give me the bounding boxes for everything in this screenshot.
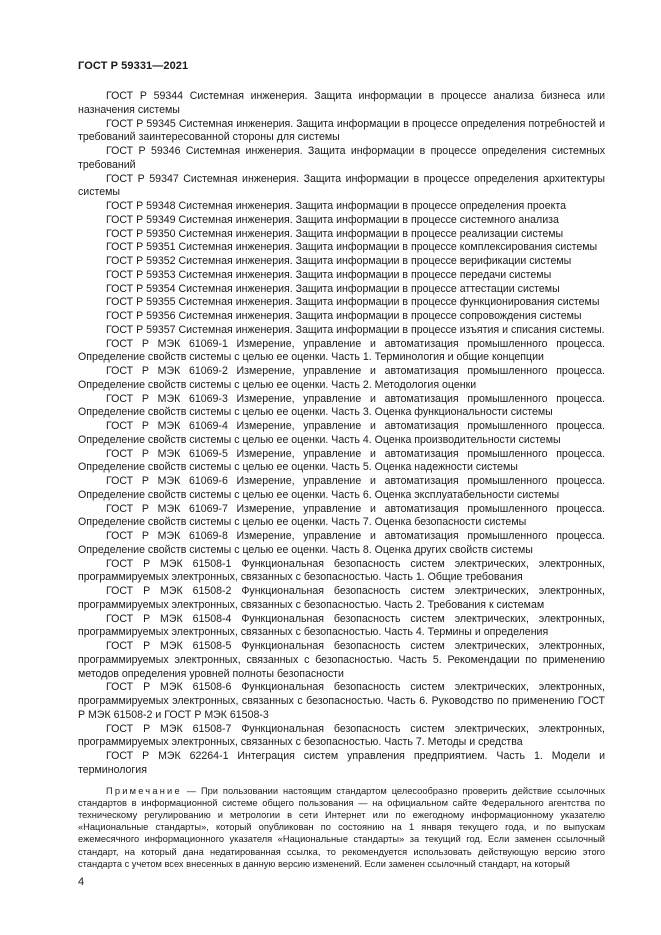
reference-item: ГОСТ Р 59353 Системная инженерия. Защита информации в процессе передачи системы <box>106 268 552 281</box>
note-text: — При пользовании настоящим стандартом целесообразно проверить действие ссылочных стандартов в информационной системе общего пользования — на официальном сайте Федерального агентства по техническому регулированию и метрологии в сети Интернет или по ежегодному информационному указателю «Национальные стандарты», который опубликован по состоянию на 1 января текущего года, и по выпускам ежемесячного информационного указателя «Национальные стандарты» за текущий год. Если заменен ссылочный стандарт, на который дана недатированная ссылка, то рекомендуется использовать действующую версию этого стандарта с учетом всех внесенных в данную версию изменений. Если заменен ссылочный стандарт, на который <box>78 785 605 869</box>
reference-item: ГОСТ Р 59354 Системная инженерия. Защита информации в процессе аттестации системы <box>106 282 560 295</box>
reference-item: ГОСТ Р МЭК 61069-6 Измерение, управление и автоматизация промышленного процесса. Определение свойств системы с целью ее оценки. Часть 6. Оценка эксплуатабельности системы <box>78 475 605 501</box>
reference-item: ГОСТ Р 59351 Системная инженерия. Защита информации в процессе комплексирования системы <box>106 241 598 254</box>
reference-item: ГОСТ Р 59345 Системная инженерия. Защита информации в процессе определения потребностей и требований заинтересованной стороны для системы <box>78 117 605 144</box>
reference-item: ГОСТ Р 59355 Системная инженерия. Защита информации в процессе функционирования системы <box>106 296 600 309</box>
reference-item: ГОСТ Р МЭК 61069-7 Измерение, управление и автоматизация промышленного процесса. Определение свойств системы с целью ее оценки. Часть 7. Оценка безопасности системы <box>78 502 605 529</box>
reference-item: ГОСТ Р МЭК 61069-4 Измерение, управление и автоматизация промышленного процесса. Определение свойств системы с целью ее оценки. Часть 4. Оценка производительности системы <box>78 420 605 446</box>
reference-item: ГОСТ Р МЭК 62264-1 Интеграция систем управления предприятием. Часть 1. Модели и терминология <box>78 750 605 776</box>
reference-item: ГОСТ Р 59346 Системная инженерия. Защита информации в процессе определения системных требований <box>78 145 605 171</box>
note-label: Примечание <box>106 785 182 796</box>
reference-item: ГОСТ Р МЭК 61069-2 Измерение, управление и автоматизация промышленного процесса. Определение свойств системы с целью ее оценки. Часть 2. Методология оценки <box>78 365 605 391</box>
reference-item: ГОСТ Р МЭК 61508-1 Функциональная безопасность систем электрических, электронных, программируемых электронных, связанных с безопасностью. Часть 1. Общие требования <box>78 557 605 584</box>
reference-item: ГОСТ Р МЭК 61069-8 Измерение, управление и автоматизация промышленного процесса. Определение свойств системы с целью ее оценки. Часть 8. Оценка других свойств системы <box>78 530 605 556</box>
reference-item: ГОСТ Р МЭК 61508-5 Функциональная безопасность систем электрических, электронных, программируемых электронных, связанных с безопасностью. Часть 5. Рекомендации по применению методов определения уровней полноты безопасности <box>78 640 605 680</box>
reference-item: ГОСТ Р МЭК 61508-7 Функциональная безопасность систем электрических, электронных, программируемых электронных, связанных с безопасностью. Часть 7. Методы и средства <box>78 722 605 749</box>
reference-item: ГОСТ Р МЭК 61508-4 Функциональная безопасность систем электрических, электронных, программируемых электронных, связанных с безопасностью. Часть 4. Термины и определения <box>78 612 605 639</box>
reference-item: ГОСТ Р 59357 Системная инженерия. Защита информации в процессе изъятия и списания системы. <box>106 323 605 336</box>
reference-item: ГОСТ Р МЭК 61069-5 Измерение, управление и автоматизация промышленного процесса. Определение свойств системы с целью ее оценки. Часть 5. Оценка надежности системы <box>78 447 605 474</box>
normative-references-list <box>78 90 605 879</box>
reference-item: ГОСТ Р МЭК 61508-2 Функциональная безопасность систем электрических, электронных, программируемых электронных, связанных с безопасностью. Часть 2. Требования к системам <box>78 585 605 611</box>
reference-item: ГОСТ Р 59348 Системная инженерия. Защита информации в процессе определения проекта <box>106 200 566 212</box>
reference-item: ГОСТ Р МЭК 61069-3 Измерение, управление и автоматизация промышленного процесса. Определение свойств системы с целью ее оценки. Часть 3. Оценка функциональности системы <box>78 392 605 419</box>
reference-item: ГОСТ Р 59350 Системная инженерия. Защита информации в процессе реализации системы <box>106 227 564 240</box>
reference-item: ГОСТ Р 59349 Системная инженерия. Защита информации в процессе системного анализа <box>106 213 559 226</box>
note-paragraph <box>78 785 605 870</box>
page-number: 4 <box>78 876 85 888</box>
reference-item: ГОСТ Р 59347 Системная инженерия. Защита информации в процессе определения архитектуры системы <box>78 172 605 199</box>
document-header: ГОСТ Р 59331—2021 <box>78 60 189 72</box>
reference-item: ГОСТ Р МЭК 61508-6 Функциональная безопасность систем электрических, электронных, программируемых электронных, связанных с безопасностью. Часть 6. Руководство по применению ГОСТ Р МЭК 61508-2 и ГОСТ Р МЭК 61508-3 <box>78 681 605 721</box>
reference-item: ГОСТ Р МЭК 61069-1 Измерение, управление и автоматизация промышленного процесса. Определение свойств системы с целью ее оценки. Часть 1. Терминология и общие концепции <box>78 337 605 364</box>
reference-item: ГОСТ Р 59352 Системная инженерия. Защита информации в процессе верификации системы <box>106 255 572 267</box>
reference-item: ГОСТ Р 59356 Системная инженерия. Защита информации в процессе сопровождения системы <box>106 310 582 322</box>
reference-item: ГОСТ Р 59344 Системная инженерия. Защита информации в процессе анализа бизнеса или назначения системы <box>78 90 605 116</box>
